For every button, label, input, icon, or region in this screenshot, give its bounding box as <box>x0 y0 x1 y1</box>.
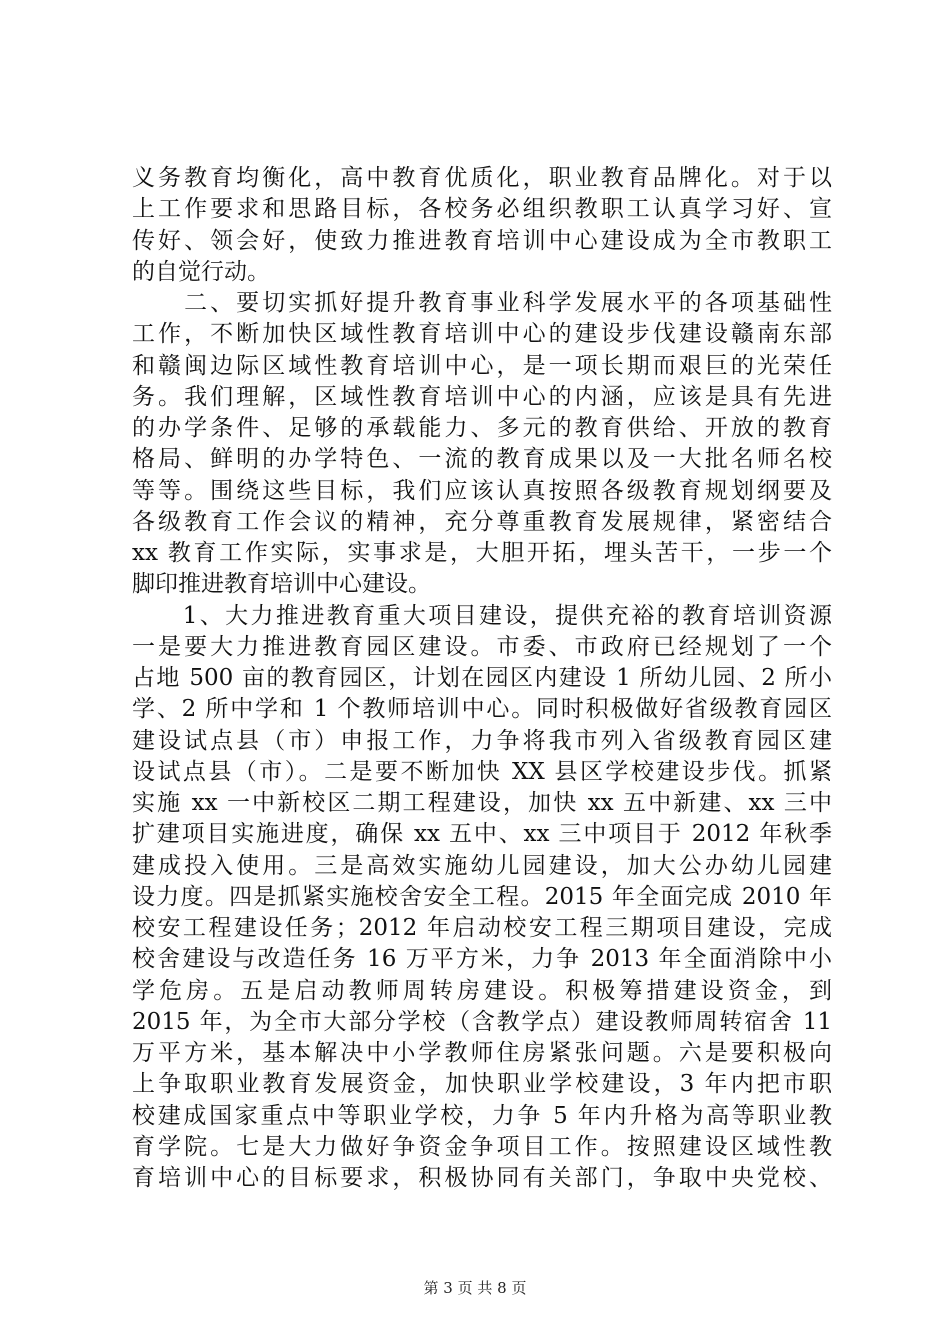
text-line: 校安工程建设任务；2012 年启动校安工程三期项目建设，完成 <box>132 915 832 941</box>
text-line: 务。我们理解，区域性教育培训中心的内涵，应该是具有先进 <box>132 384 832 410</box>
text-line: xx 教育工作实际，实事求是，大胆开拓，埋头苦干，一步一个 <box>132 540 832 566</box>
text-line: 的办学条件、足够的承载能力、多元的教育供给、开放的教育 <box>132 415 832 441</box>
text-line: 脚印推进教育培训中心建设。 <box>132 571 431 597</box>
page-footer: 第 3 页 共 8 页 <box>423 1279 527 1297</box>
text-line: 的自觉行动。 <box>132 259 270 285</box>
text-line: 育培训中心的目标要求，积极协同有关部门，争取中央党校、 <box>132 1165 832 1191</box>
text-line: 校舍建设与改造任务 16 万平方米，力争 2013 年全面消除中小 <box>132 946 832 972</box>
text-line: 学危房。五是启动教师周转房建设。积极筹措建设资金，到 <box>132 978 832 1004</box>
text-line: 1、大力推进教育重大项目建设，提供充裕的教育培训资源 <box>132 603 832 629</box>
text-line: 2015 年，为全市大部分学校（含教学点）建设教师周转宿舍 11 <box>132 1009 832 1035</box>
text-line: 占地 500 亩的教育园区，计划在园区内建设 1 所幼儿园、2 所小 <box>132 665 832 691</box>
text-line: 上争取职业教育发展资金，加快职业学校建设，3 年内把市职 <box>132 1071 832 1097</box>
text-line: 上工作要求和思路目标，各校务必组织教职工认真学习好、宣 <box>132 196 832 222</box>
text-line: 各级教育工作会议的精神，充分尊重教育发展规律，紧密结合 <box>132 509 832 535</box>
text-line: 和赣闽边际区域性教育培训中心，是一项长期而艰巨的光荣任 <box>132 353 832 379</box>
text-line: 建成投入使用。三是高效实施幼儿园建设，加大公办幼儿园建 <box>132 853 832 879</box>
text-line: 学、2 所中学和 1 个教师培训中心。同时积极做好省级教育园区 <box>132 696 832 722</box>
text-line: 设力度。四是抓紧实施校舍安全工程。2015 年全面完成 2010 年 <box>132 884 832 910</box>
text-line: 格局、鲜明的办学特色、一流的教育成果以及一大批名师名校 <box>132 446 832 472</box>
text-line: 扩建项目实施进度，确保 xx 五中、xx 三中项目于 2012 年秋季 <box>132 821 832 847</box>
text-line: 义务教育均衡化，高中教育优质化，职业教育品牌化。对于以 <box>132 165 832 191</box>
text-line: 设试点县（市）。二是要不断加快 XX 县区学校建设步伐。抓紧 <box>132 759 832 785</box>
text-line: 等等。围绕这些目标，我们应该认真按照各级教育规划纲要及 <box>132 478 832 504</box>
text-line: 万平方米，基本解决中小学教师住房紧张问题。六是要积极向 <box>132 1040 832 1066</box>
text-line: 建设试点县（市）申报工作，力争将我市列入省级教育园区建 <box>132 728 832 754</box>
text-line: 二、要切实抓好提升教育事业科学发展水平的各项基础性 <box>132 290 832 316</box>
text-line: 工作，不断加快区域性教育培训中心的建设步伐建设赣南东部 <box>132 321 832 347</box>
text-line: 校建成国家重点中等职业学校，力争 5 年内升格为高等职业教 <box>132 1103 832 1129</box>
text-line: 传好、领会好，使致力推进教育培训中心建设成为全市教职工 <box>132 228 832 254</box>
text-line: 实施 xx 一中新校区二期工程建设，加快 xx 五中新建、xx 三中 <box>132 790 832 816</box>
text-line: 育学院。七是大力做好争资金争项目工作。按照建设区域性教 <box>132 1134 832 1160</box>
text-line: 一是要大力推进教育园区建设。市委、市政府已经规划了一个 <box>132 634 832 660</box>
